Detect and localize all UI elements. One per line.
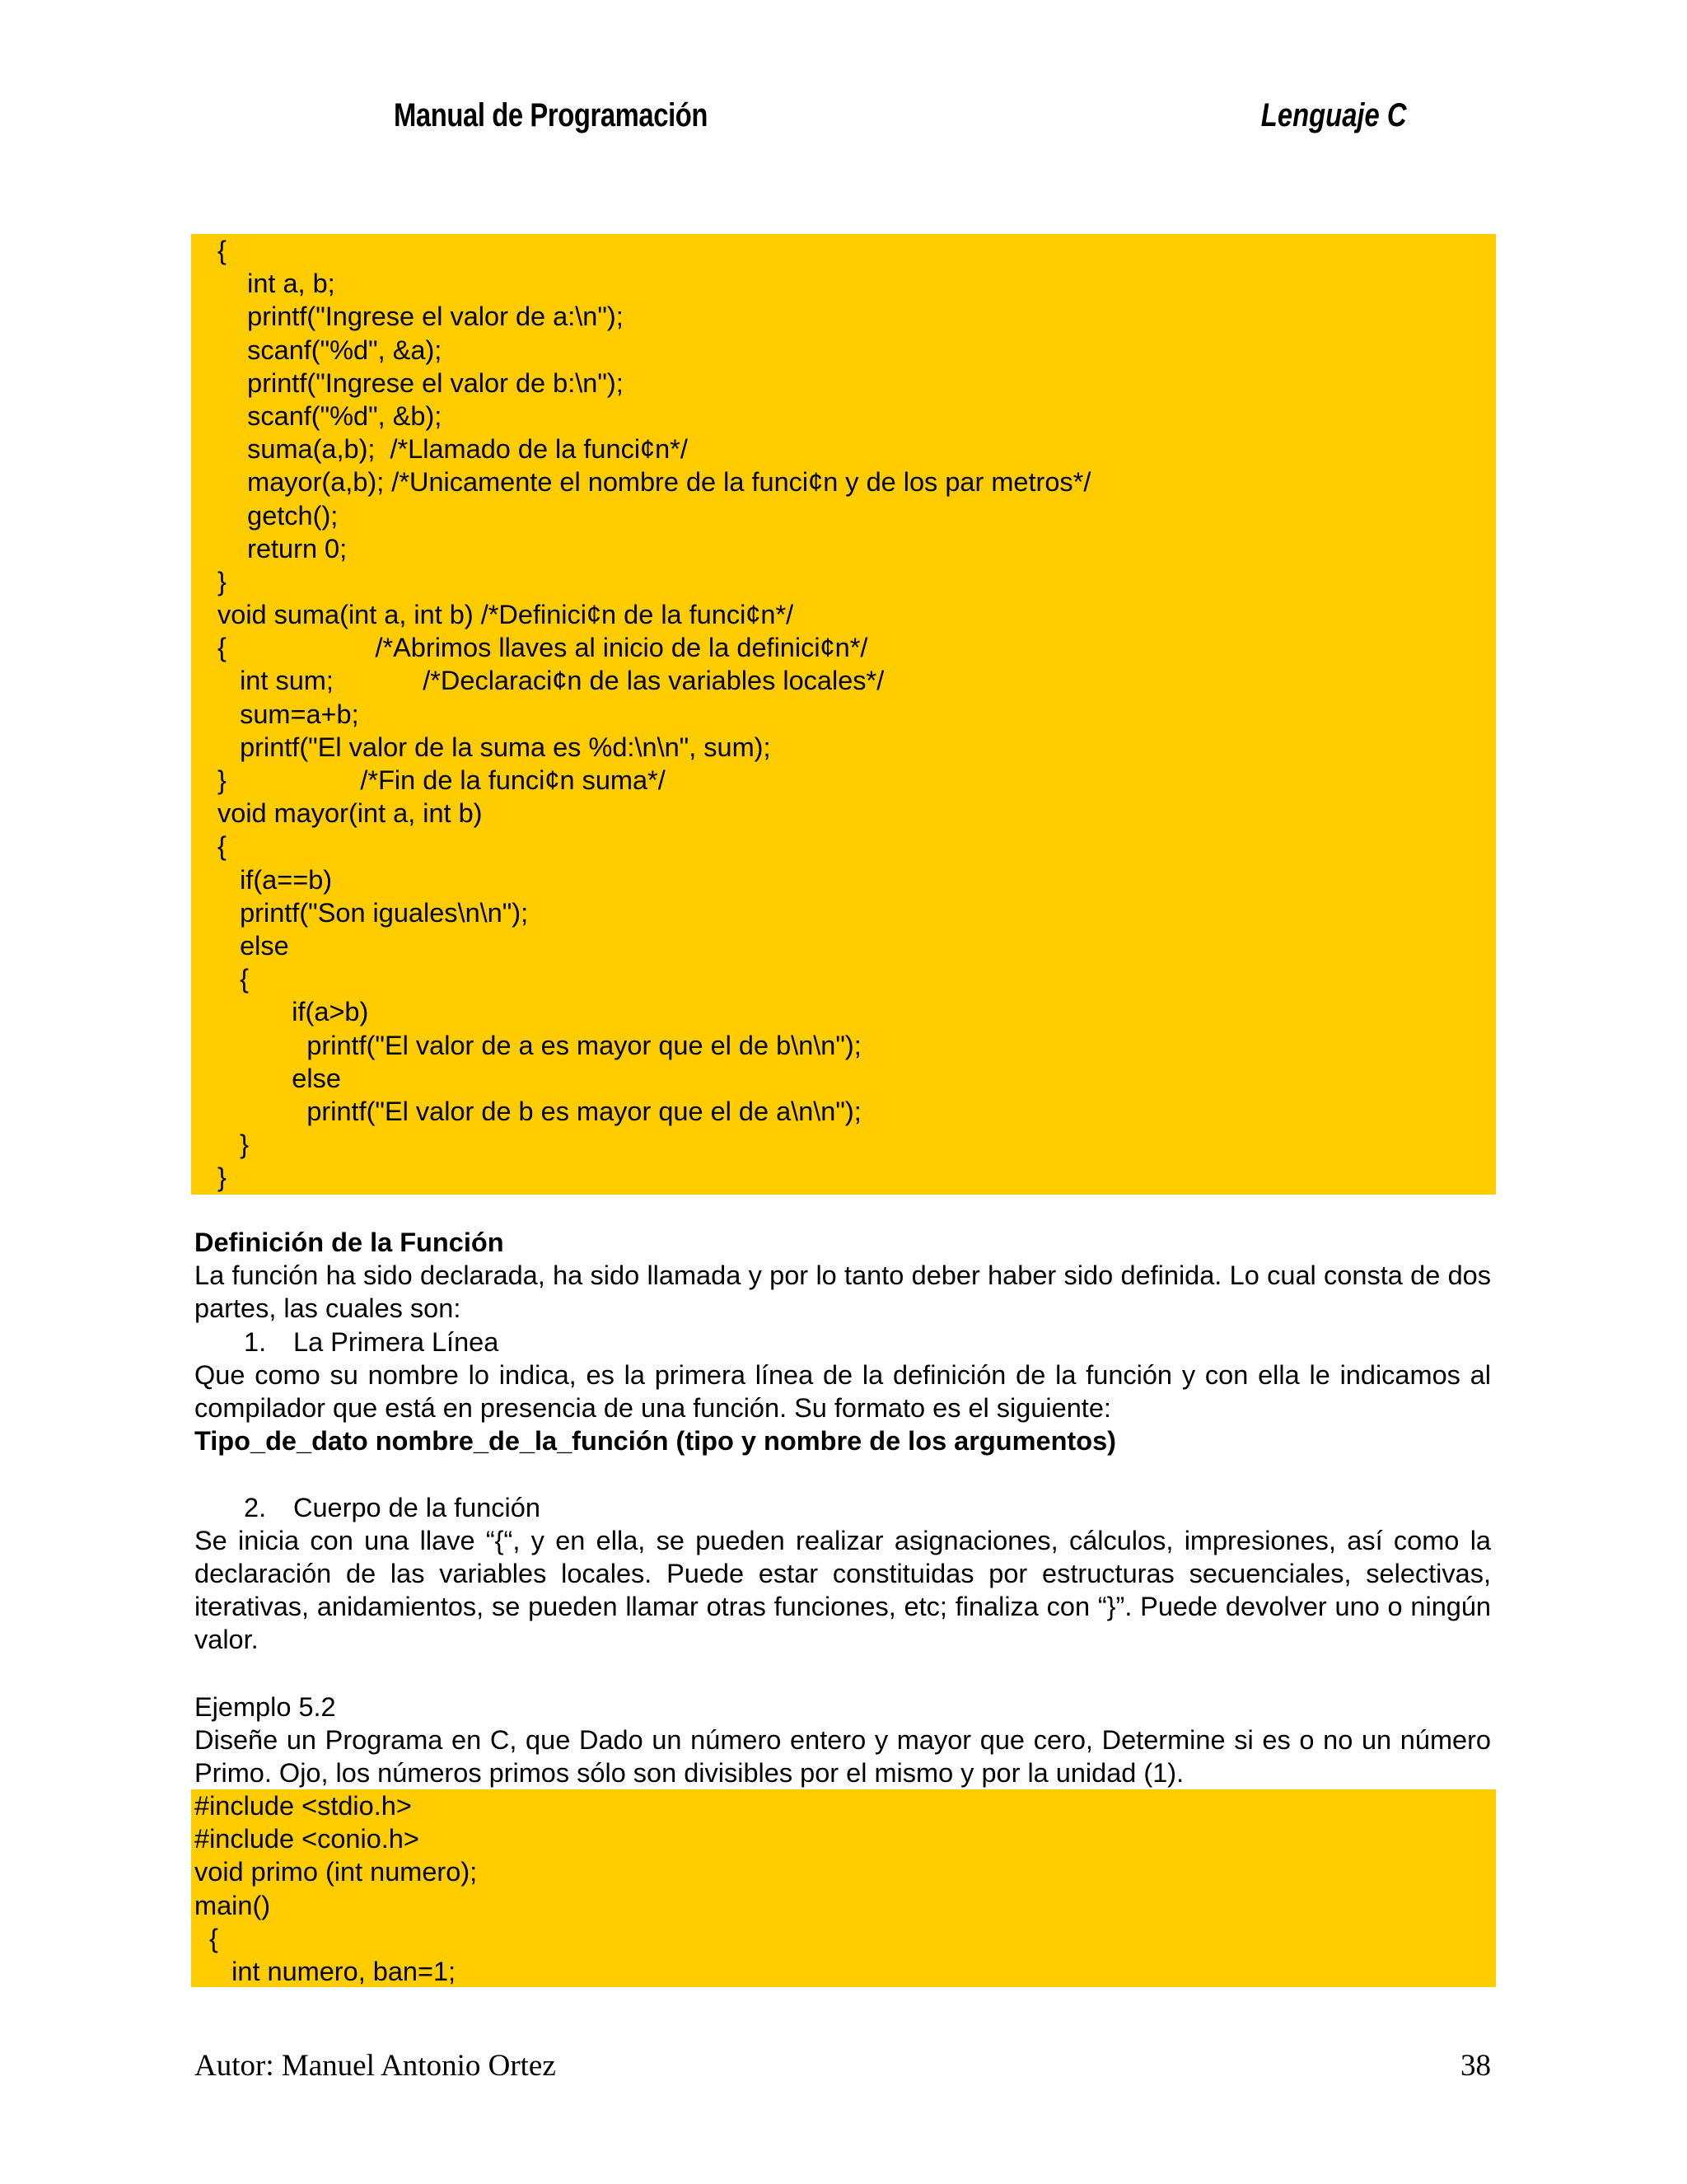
page-number: 38 — [1460, 2049, 1491, 2083]
code-line: int sum; /*Declaraci¢n de las variables locales*/ — [217, 666, 885, 696]
code-line: printf("El valor de b es mayor que el de a\n\n"); — [217, 1096, 862, 1126]
code-line: printf("Ingrese el valor de a:\n"); — [217, 302, 624, 332]
code-line: printf("Ingrese el valor de b:\n"); — [217, 367, 624, 398]
page-header — [0, 97, 1687, 147]
code-line: { — [217, 964, 249, 994]
list-item-2-text: Se inicia con una llave “{“, y en ella, se pueden realizar asignaciones, cálculos, impresiones, así como la declaración de las variables locales. Puede estar constituidas por estructuras secuenciales, selectivas, iterativas, anidamientos, se pueden llamar otras funciones, etc; finaliza con “}”. Puede devolver uno o ningún valor. — [194, 1525, 1491, 1655]
code-line: void primo (int numero); — [194, 1857, 478, 1887]
blank-line — [194, 1457, 1491, 1490]
code-line: { — [217, 236, 227, 265]
code-line: if(a>b) — [217, 997, 369, 1027]
footer-author: Autor: Manuel Antonio Ortez — [194, 2049, 556, 2083]
code-block-2 — [191, 1789, 1496, 1987]
code-line: #include <stdio.h> — [194, 1791, 412, 1821]
list-item-1 — [194, 1326, 1491, 1359]
code-line: #include <conio.h> — [194, 1824, 419, 1854]
code-line: scanf("%d", &a); — [217, 334, 442, 365]
code-line: getch(); — [217, 500, 339, 531]
definition-section — [194, 1226, 1491, 1657]
code-line: if(a==b) — [217, 864, 333, 895]
code-line: else — [217, 930, 289, 961]
header-manual-title: Manual de Programación — [394, 97, 708, 133]
example-title: Ejemplo 5.2 — [194, 1692, 336, 1722]
code-line: int numero, ban=1; — [194, 1956, 456, 1986]
list-item-1-number: 1. — [244, 1326, 267, 1357]
example-text: Diseñe un Programa en C, que Dado un número entero y mayor que cero, Determine si es o no un número Primo. Ojo, los números primos sólo son divisibles por el mismo y por la unidad (1). — [194, 1725, 1491, 1789]
code-line: } — [217, 1162, 227, 1193]
list-item-2 — [194, 1491, 1491, 1524]
code-line: { — [194, 1923, 218, 1953]
code-line: return 0; — [217, 533, 348, 564]
code-line: { — [217, 831, 227, 862]
code-line: suma(a,b); /*Llamado de la funci¢n*/ — [217, 434, 688, 465]
code-line: { /*Abrimos llaves al inicio de la definici¢n*/ — [217, 633, 868, 663]
code-line: else — [217, 1063, 341, 1093]
code-line: printf("Son iguales\n\n"); — [217, 897, 529, 928]
list-item-2-label: Cuerpo de la función — [293, 1492, 540, 1522]
list-item-2-number: 2. — [244, 1492, 267, 1522]
code-line: main() — [194, 1890, 271, 1920]
list-item-1-label: La Primera Línea — [293, 1326, 499, 1357]
list-item-1-text: Que como su nombre lo indica, es la primera línea de la definición de la función y con ella le indicamos al compilador que está en presencia de una función. Su formato es el siguiente: — [194, 1359, 1491, 1424]
code-line: } /*Fin de la funci¢n suma*/ — [217, 765, 666, 795]
page-footer — [194, 2048, 1491, 2089]
code-block-1 — [191, 234, 1496, 1195]
section-intro: La función ha sido declarada, ha sido llamada y por lo tanto deber haber sido definida. Lo cual consta de dos partes, las cuales son: — [194, 1260, 1491, 1324]
code-line: sum=a+b; — [217, 699, 359, 729]
section-heading: Definición de la Función — [194, 1228, 504, 1257]
code-line: void suma(int a, int b) /*Definici¢n de la funci¢n*/ — [217, 600, 794, 630]
code-line: } — [217, 1129, 249, 1160]
code-line: mayor(a,b); /*Unicamente el nombre de la funci¢n y de los par metros*/ — [217, 467, 1091, 498]
code-line: int a, b; — [217, 269, 335, 299]
code-line: } — [217, 566, 227, 596]
code-line: void mayor(int a, int b) — [217, 798, 483, 829]
code-line: printf("El valor de la suma es %d:\n\n", sum); — [217, 732, 771, 762]
example-section — [194, 1691, 1491, 1790]
code-line: printf("El valor de a es mayor que el de b\n\n"); — [217, 1030, 862, 1060]
header-language-title: Lenguaje C — [1261, 97, 1407, 133]
code-line: scanf("%d", &b); — [217, 400, 442, 431]
function-format: Tipo_de_dato nombre_de_la_función (tipo y nombre de los argumentos) — [194, 1426, 1116, 1457]
